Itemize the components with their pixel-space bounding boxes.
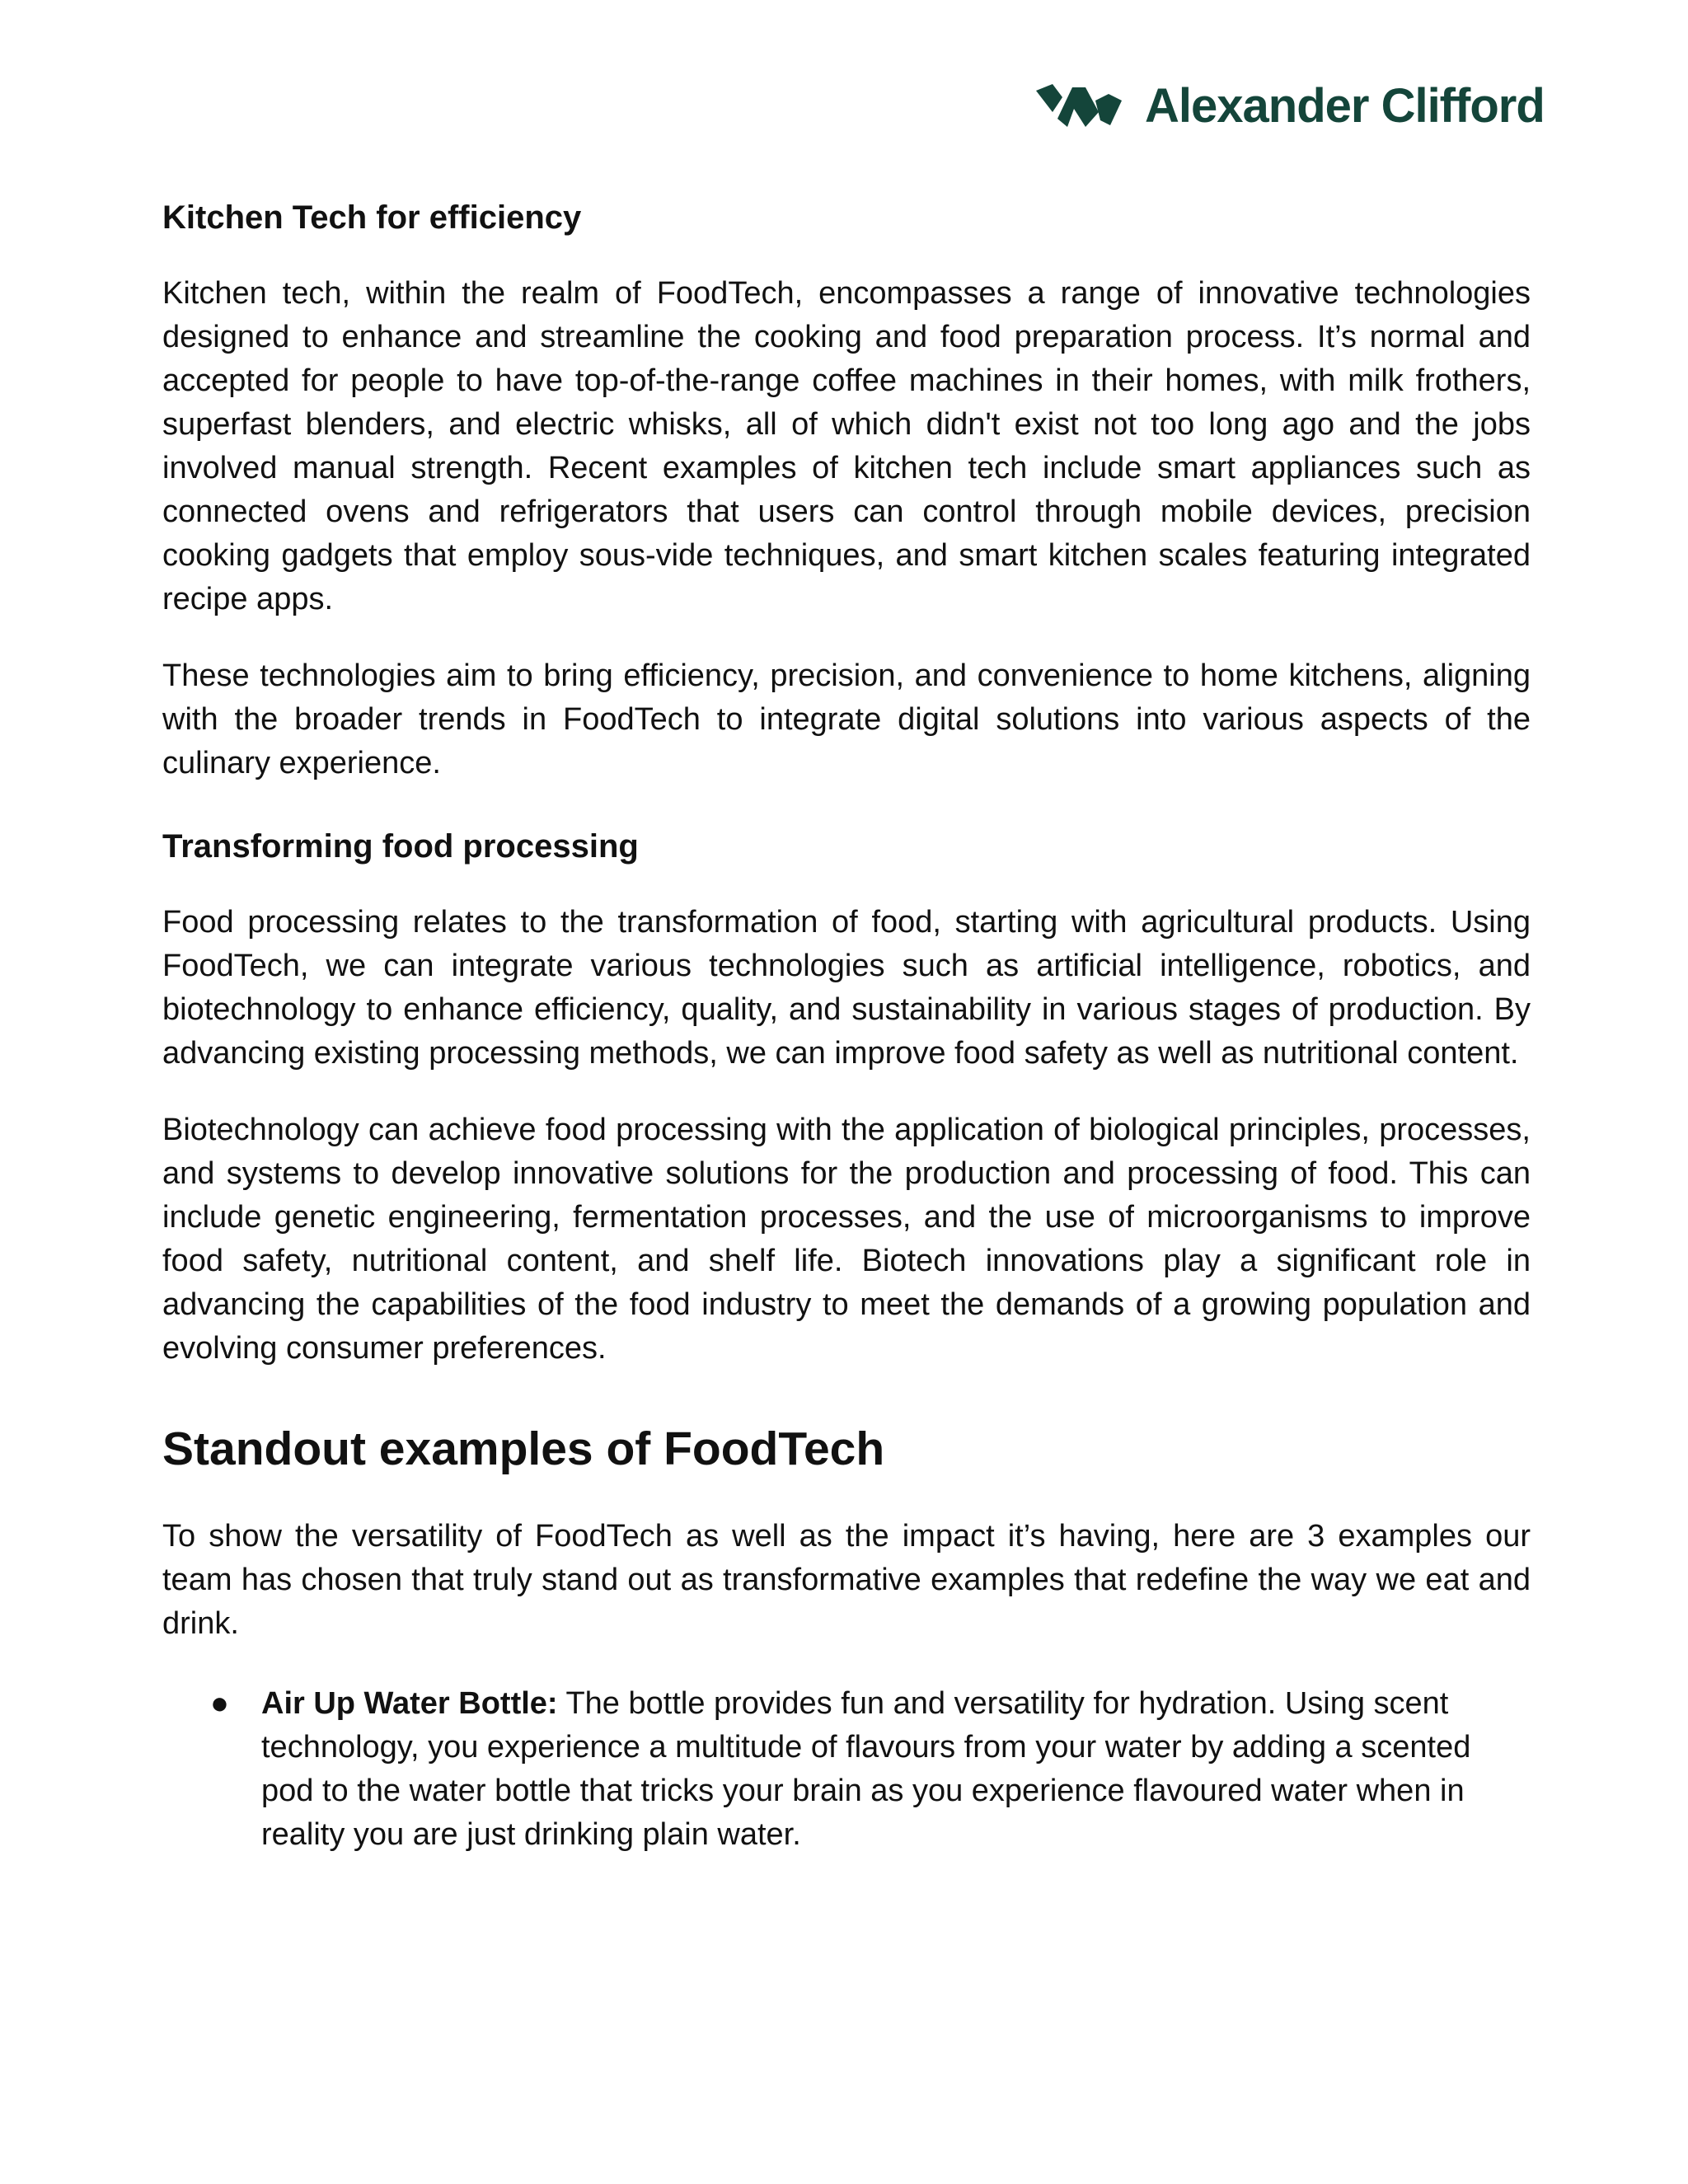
standout-examples-heading: Standout examples of FoodTech <box>162 1422 885 1475</box>
document-body <box>162 196 1531 1857</box>
food-processing-paragraph-2: Biotechnology can achieve food processing with the application of biological principles, processes, and systems to develop innovative solutions for the production and processing of food. This can include genetic engineering, fermentation processes, and the use of microorganisms to improve food safety, nutritional content, and shelf life. Biotech innovations play a significant role in advancing the capabilities of the food industry to meet the demands of a growing population and evolving consumer preferences. <box>162 1113 1531 1366</box>
standout-examples-intro: To show the versatility of FoodTech as well as the impact it’s having, here are 3 examples our team has chosen that truly stand out as transformative examples that redefine the way we eat and drink. <box>162 1519 1531 1642</box>
examples-list <box>162 1682 1531 1857</box>
bullet-icon: ● <box>210 1686 229 1722</box>
kitchen-tech-paragraph-2: These technologies aim to bring efficiency, precision, and convenience to home kitchens, aligning with the broader trends in FoodTech to integrate digital solutions into various aspects of the culinary experience. <box>162 658 1531 780</box>
brand-mark-icon <box>1034 79 1125 134</box>
food-processing-paragraph-1: Food processing relates to the transformation of food, starting with agricultural products. Using FoodTech, we can integrate various technologies such as artificial intelligence, robotics, and biotechnology to enhance efficiency, quality, and sustainability in various stages of production. By advancing existing processing methods, we can improve food safety as well as nutritional content. <box>162 905 1531 1071</box>
kitchen-tech-paragraph-1: Kitchen tech, within the realm of FoodTech, encompasses a range of innovative technologies designed to enhance and streamline the cooking and food preparation process. It’s normal and accepted for people to have top-of-the-range coffee machines in their homes, with milk frothers, superfast blenders, and electric whisks, all of which didn't exist not too long ago and the jobs involved manual strength. Recent examples of kitchen tech include smart appliances such as connected ovens and refrigerators that users can control through mobile devices, precision cooking gadgets that employ sous-vide techniques, and smart kitchen scales featuring integrated recipe apps. <box>162 276 1531 616</box>
brand-logo <box>1034 79 1545 134</box>
list-item <box>210 1682 1531 1857</box>
list-item-title: Air Up Water Bottle: <box>261 1686 558 1722</box>
kitchen-tech-heading: Kitchen Tech for efficiency <box>162 199 582 236</box>
brand-name: Alexander Clifford <box>1145 79 1545 133</box>
food-processing-heading: Transforming food processing <box>162 828 639 865</box>
list-item-text: The bottle provides fun and versatility for hydration. Using scent technology, you experience a multitude of flavours from your water by adding a scented pod to the water bottle that tricks your brain as you experience flavoured water when in reality you are just drinking plain water. <box>261 1686 1471 1853</box>
